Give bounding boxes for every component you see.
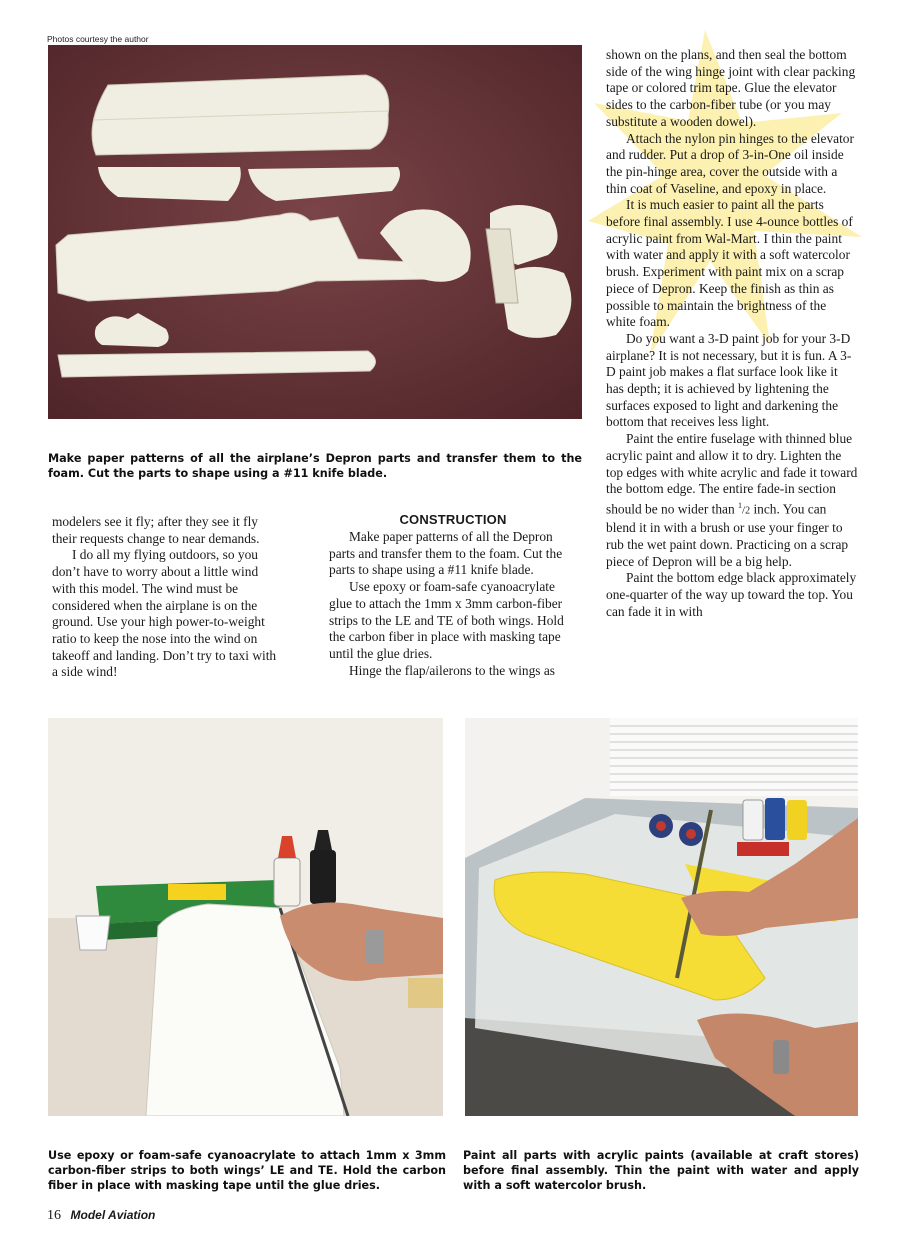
window-blinds xyxy=(610,718,858,796)
paragraph: shown on the plans, and then seal the bottom side of the wing hinge joint with clear packing tape or colored trim tape. Glue the elevator sides to the carbon-fiber tube (or you may substitute a wooden dowel). xyxy=(606,47,856,129)
photo-painting-wing xyxy=(465,718,858,1116)
paragraph: Make paper patterns of all the Depron parts and transfer them to the foam. Cut the parts to shape using a #11 knife blade. xyxy=(329,529,563,578)
text-column-middle xyxy=(329,512,577,679)
glue-bottle-white xyxy=(274,858,300,906)
text-column-left xyxy=(52,514,284,681)
paragraph: I do all my flying outdoors, so you don’t have to worry about a little wind with this model. The wind must be considered when the airplane is on the ground. Use your high power-to-weight ratio to keep the nose into the wind on takeoff and landing. Don’t try to taxi with a side wind! xyxy=(52,547,277,680)
text-column-right xyxy=(606,47,858,620)
part-top-wing xyxy=(92,75,389,155)
photo-depron-parts xyxy=(48,45,582,419)
part-flap-left xyxy=(98,167,241,201)
paragraph: Use epoxy or foam-safe cyanoacrylate glue to attach the 1mm x 3mm carbon-fiber strips to the LE and TE of both wings. Hold the carbon fiber in place with masking tape until the glue dries. xyxy=(329,579,564,661)
paragraph: Paint the entire fuselage with thinned blue acrylic paint and allow it to dry. Lighten the top edges with white acrylic and fade it toward the bottom edge. The entire fade-in section should be no wider than $^1$/2 inch. You can blend it in with a brush or use your finger to rub the wet paint down. Practicing on a scrap piece of Depron will be a big help. xyxy=(606,431,858,569)
glue-bottle-black xyxy=(310,850,336,904)
paragraph: Do you want a 3-D paint job for your 3-D airplane? It is not necessary, but it is fun. A 3-D paint job makes a flat surface look like it has depth; it is achieved by lightening the surfaces exposed to light and darkening the bottom that receives less light. xyxy=(606,330,852,430)
paragraph: It is much easier to paint all the parts before final assembly. I use 4-ounce bottles of acrylic paint from Wal-Mart. I thin the paint with water and apply it with a soft watercolor brush. Experiment with paint mix on a scrap piece of Depron. Keep the finish as thin as possible to maintain the brightness of the white foam. xyxy=(606,197,853,330)
photo-credit: Photos courtesy the author xyxy=(47,34,149,44)
caption-top-photo: Make paper patterns of all the airplane’s Depron parts and transfer them to the foam. Cut the parts to shape using a #11 knife blade. xyxy=(48,452,582,480)
paragraph-text: Paint the entire fuselage with thinned blue acrylic paint and allow it to dry. Lighten the top edges with white acrylic and fade it toward the bottom edge. The entire fade-in section should be no wider than xyxy=(606,431,858,517)
fraction-numerator: 1 xyxy=(738,500,743,510)
wristwatch xyxy=(366,930,384,964)
photo-wing-gluing xyxy=(48,718,443,1116)
wristwatch-right xyxy=(773,1040,789,1074)
paragraph: Attach the nylon pin hinges to the elevator and rudder. Put a drop of 3-in-One oil inside the pin-hinge area, cover the outside with a thin coat of Vaseline, and epoxy in place. xyxy=(606,130,854,196)
section-heading: CONSTRUCTION xyxy=(399,512,507,527)
magazine-name: Model Aviation xyxy=(70,1208,156,1222)
paint-bottle-yellow xyxy=(787,800,807,840)
page-footer xyxy=(47,1208,155,1224)
page-number: 16 xyxy=(47,1208,61,1223)
caption-bottom-right-photo: Paint all parts with acrylic paints (available at craft stores) before final assembly. Thin the paint with water and apply with a soft watercolor brush. xyxy=(463,1149,859,1192)
fraction-denominator: 2 xyxy=(745,505,751,517)
paragraph: Paint the bottom edge black approximately one-quarter of the way up toward the top. You can fade it in with xyxy=(606,570,857,619)
paint-bottle-white xyxy=(743,800,763,840)
paragraph-text: inch. You can blend it in with a brush or use your finger to rub the wet paint down. Practicing on a scrap piece of Depron will be a big help. xyxy=(606,501,849,569)
paragraph: modelers see it fly; after they see it fly their requests change to near demands. xyxy=(52,514,260,546)
paragraph: Hinge the flap/ailerons to the wings as xyxy=(349,662,556,678)
mixing-cup xyxy=(76,916,110,950)
caption-bottom-left-photo: Use epoxy or foam-safe cyanoacrylate to attach 1mm x 3mm carbon-fiber strips to both wings’ LE and TE. Hold the carbon fiber in place with masking tape until the glue dries. xyxy=(48,1149,446,1192)
paint-bottle-blue xyxy=(765,798,785,840)
